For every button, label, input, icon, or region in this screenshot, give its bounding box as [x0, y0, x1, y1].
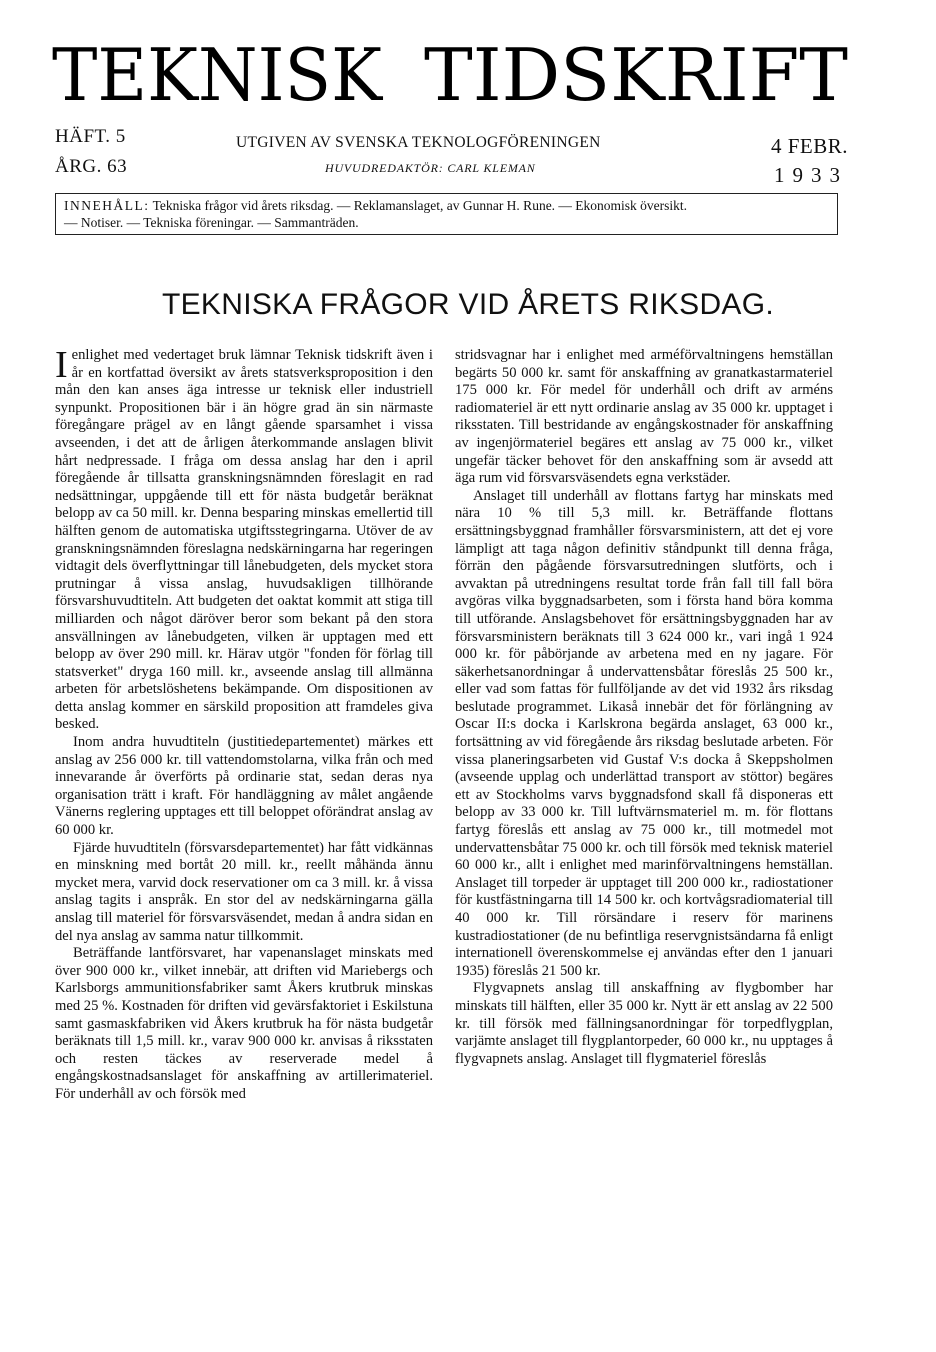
contents-text-1: Tekniska frågor vid årets riksdag. — Reklamanslaget, av Gunnar H. Rune. — Ekonomisk översikt.: [149, 198, 688, 213]
masthead-title-svg: [52, 20, 852, 120]
paragraph: stridsvagnar har i enlighet med arméförvaltningens hemställan begärts 50 000 kr. samt för anskaffning av granatkastarmateriel 175 000 kr. För medel för underhåll och drift av arméns radiomateriel är ett nytt ordinarie anslag av 35 000 kr. upptaget i riksstaten. Till bestridande av engångskostnader för anskaffning av ingenjörmateriel begäres ett anslag av 75 000 kr., vilket ungefär täcker behovet för den anskaffning som är avsedd att äga rum vid försvarsväsendets egna verkstäder.: [455, 347, 833, 487]
contents-line-2: — Notiser. — Tekniska föreningar. — Sammanträden.: [64, 215, 359, 230]
issue-number: HÄFT. 5: [55, 126, 126, 147]
publisher-line: UTGIVEN AV SVENSKA TEKNOLOGFÖRENINGEN: [236, 134, 601, 151]
paragraph-text: enlighet med vedertaget bruk lämnar Teknisk tidskrift även i år en kortfattad översikt av årets statsverksproposition i den mån den kan anses äga intresse ur teknisk eller industriell synpunkt. Propositionen bär i än högre grad än sin närmaste föregångare prägel av en långt gående sparsamhet i vissa avseenden, i det att de årligen återkommande anslagen blivit hårt nedpressade. I fråga om dessa anslag har den i april föregående år tillsatta granskningsnämnden föreslagit en rad nedsättningar, uppgående till ett för nästa budgetår beräknat belopp av ca 50 mill. kr. Denna besparing minskas emellertid till hälften genom de automatiska utgiftsstegringarna. Utöver de av granskningsnämnden föreslagna nedskärningarna har regeringen vidtagit dels överflyttningar till lånebudgeten, dels mycket stora prutningar å vissa anslag, huvudsakligen tillhörande försvarshuvudtiteln. Att budgeten det oaktat kommit att stiga till milliarden och något däröver beror som bekant på den stora ansvällningen av lånebudgeten, vilken är upptagen med ett belopp av över 290 mill. kr. Härav utgör "fonden för förlag till statsverket" dryga 160 mill. kr., avseende anslag till allmänna arbeten för arbetslöshetens bekämpande. Om dispositionen av detta anslag kommer en särskild proposition att framdeles giva besked.: [55, 347, 433, 733]
dropcap: I: [55, 344, 68, 386]
contents-label: INNEHÅLL:: [64, 198, 150, 213]
editor-line: HUVUDREDAKTÖR: CARL KLEMAN: [325, 161, 536, 175]
masthead-word-2: TIDSKRIFT: [424, 33, 848, 117]
paragraph: Inom andra huvudtiteln (justitiedepartementet) märkes ett anslag av 256 000 kr. till vattendomstolarna, vilka från och med innevarande år överförts på ordinarie stat, sedan deras nya organisation trätt i kraft. För handläggning av målet angående Vänerns reglering upptages ett till beloppet oförändrat anslag av 60 000 kr.: [55, 734, 433, 839]
contents-box: [55, 193, 838, 235]
paragraph: Fjärde huvudtiteln (försvarsdepartementet) har fått vidkännas en minskning med bortåt 20 mill. kr., reellt måhända ännu mycket mera, varvid dock reservationer om ca 3 mill. kr. å vissa anslag tagits i anspråk. En stor del av nedskärningarna gälla anslag till materiel för försvarsväsendet, medan å andra sidan en del nya anslag av samma natur tillkommit.: [55, 839, 433, 944]
contents-line-1: [64, 197, 829, 214]
paragraph: Anslaget till underhåll av flottans fartyg har minskats med nära 10 % till 5,3 mill. kr. Beträffande flottans ersättningsbyggnad framhåller försvarsministern, att det ej vore lämpligt att taga någon definitiv ståndpunkt till denna fråga, förrän den pågående försvarsutredningen slutförts, och i avvaktan på utredningens resultat torde från fall till fall böra avgöras vilka byggnadsarbeten, som i första hand böra komma till utförande. Anslagsbehovet för ersättningsbyggnaden har av försvarsministern beräknats till 3 624 000 kr., vari ingå 1 924 000 kr. för påbörjande av arbetena med en ny jagare. För säkerhetsanordningar å undervattensbåtar föreslås 25 500 kr., eller vad som fattas för fullföljande av det vid 1932 års riksdag beslutade programmet. Likaså innebär det för förlängning av Oscar II:s docka i Karlskrona begärda anslaget, 63 000 kr., fortsättning av vid föregående års riksdag beslutade arbeten. För vissa planeringsarbeten vid Gustaf V:s docka å Skeppsholmen (avseende upplag och underlättad transport av stöttor) begäres ett av Stockholms varvs byggnadsfond skall få disponeras ett belopp av 33 000 kr. Till luftvärnsmateriel m. m. för flottans fartyg föreslås ett anslag av 75 000 kr., till motmedel mot undervattensbåtar 75 000 kr. och till försök med teknisk materiel 60 000 kr., allt i enlighet med marinförvaltningens hemställan. Anslaget till torpeder är upptaget till 200 000 kr., radiostationer för kustfästningarna till 14 500 kr. och kortvågsradiomaterial till 40 000 kr. Till rörsändare i reserv för marinens kustradiostationer (de nu befintliga reservgnistsändarna få enligt internationell överenskommelse ej användas efter den 1 januari 1935) föreslås 21 500 kr.: [455, 487, 833, 979]
paragraph: [55, 344, 433, 734]
volume-number: ÅRG. 63: [55, 156, 128, 177]
issue-year: 1933: [774, 163, 848, 187]
masthead-title: [52, 20, 852, 120]
article-column-left: [55, 344, 433, 1104]
paragraph: Beträffande lantförsvaret, har vapenanslaget minskats med över 900 000 kr., vilket innebär, att driften vid Mariebergs och Karlsborgs ammunitionsfabriker samt Åkers krutbruk minskas med 25 %. Kostnaden för driften vid gevärsfaktoriet i Eskilstuna samt gasmaskfabriken vid Åkers krutbruk ha för nästa budgetår beräknats till 1,5 mill. kr., varav 900 000 kr. anvisas å riksstaten och resten täckes av reserverade medel å engångskostnadsanslaget för anskaffning av artillerimateriel. För underhåll av och försök med: [55, 945, 433, 1102]
issue-date: 4 FEBR.: [770, 134, 848, 158]
article-title: TEKNISKA FRÅGOR VID ÅRETS RIKSDAG.: [162, 288, 774, 321]
paragraph: Flygvapnets anslag till anskaffning av flygbomber har minskats till hälften, eller 35 000 kr. Nytt är ett anslag av 22 500 kr. till försök med fällningsanordningar för torpedflygplan, varjämte anslaget till flygplantorpeder, 60 000 kr., nu upptages å flygvapnets anslag. Anslaget till flygmateriel föreslås: [455, 980, 833, 1067]
article-column-right: [455, 347, 833, 1068]
masthead-word-1: TEKNISK: [52, 33, 384, 117]
